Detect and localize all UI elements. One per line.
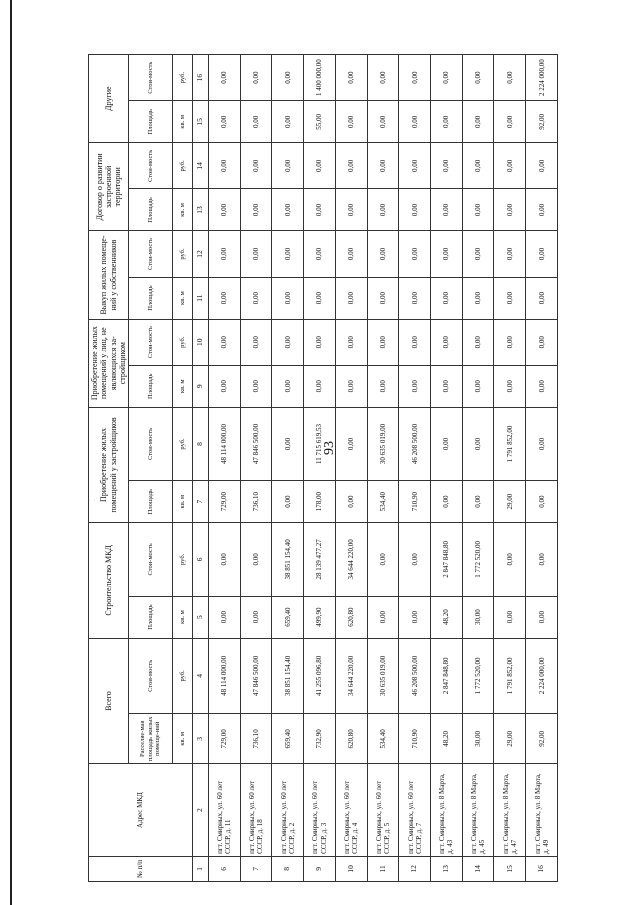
cell-cost: 0,00 <box>209 143 241 189</box>
cell-area: 48,20 <box>431 596 463 638</box>
row-number: 13 <box>431 856 463 881</box>
cell-area: 0,00 <box>304 277 336 319</box>
cell-cost: 0,00 <box>494 523 526 596</box>
cell-area: 0,00 <box>494 596 526 638</box>
column-number: 10 <box>193 319 209 365</box>
unit-cost: руб. <box>173 638 193 714</box>
cell-cost: 0,00 <box>526 143 558 189</box>
unit-cost: руб. <box>173 55 193 101</box>
table-row <box>526 55 558 882</box>
sub-cost: Стои-мость <box>129 407 173 480</box>
row-number: 14 <box>462 856 494 881</box>
cell-area: 30,00 <box>462 714 494 764</box>
sub-area: Площадь <box>129 189 173 231</box>
header-row-units <box>173 55 193 882</box>
row-number: 10 <box>335 856 367 881</box>
group-purchase-nondeveloper: Приобретение жилых помещений у лиц, не являющихся за-стройщиком <box>89 319 129 407</box>
cell-area: 0,00 <box>240 596 272 638</box>
cell-area: 0,00 <box>526 189 558 231</box>
cell-area: 0,00 <box>209 101 241 143</box>
table-row <box>431 55 463 882</box>
cell-area: 0,00 <box>272 481 304 523</box>
cell-cost: 0,00 <box>462 407 494 480</box>
column-number: 4 <box>193 638 209 714</box>
column-number: 3 <box>193 714 209 764</box>
cell-cost: 0,00 <box>209 55 241 101</box>
cell-area: 0,00 <box>462 277 494 319</box>
column-number: 5 <box>193 596 209 638</box>
cell-cost: 1 772 520,00 <box>462 638 494 714</box>
cell-cost: 0,00 <box>431 407 463 480</box>
unit-cost: руб. <box>173 407 193 480</box>
cell-cost: 0,00 <box>399 231 431 277</box>
cell-cost: 47 846 500,00 <box>240 638 272 714</box>
cell-area: 0,00 <box>209 596 241 638</box>
cell-cost: 48 114 000,00 <box>209 638 241 714</box>
rotated-sheet <box>88 54 558 882</box>
cell-area: 0,00 <box>240 189 272 231</box>
group-purchase-developer: Приобретение жилых помещений у застройщиков <box>89 407 129 522</box>
cell-area: 534,40 <box>367 481 399 523</box>
cell-area: 0,00 <box>462 101 494 143</box>
sub-cost: Стои-мость <box>129 143 173 189</box>
cell-cost: 2 847 848,80 <box>431 638 463 714</box>
cell-cost: 38 851 154,40 <box>272 638 304 714</box>
cell-area: 92,00 <box>526 101 558 143</box>
column-number: 1 <box>193 856 209 881</box>
header-address: Адрес МКД <box>89 764 193 856</box>
cell-area: 0,00 <box>209 365 241 407</box>
cell-cost: 0,00 <box>462 319 494 365</box>
cell-cost: 0,00 <box>209 231 241 277</box>
cell-area: 29,00 <box>494 481 526 523</box>
cell-area: 0,00 <box>240 365 272 407</box>
cell-area: 736,10 <box>240 714 272 764</box>
column-number: 13 <box>193 189 209 231</box>
cell-area: 30,00 <box>462 596 494 638</box>
unit-cost: руб. <box>173 231 193 277</box>
cell-area: 0,00 <box>367 189 399 231</box>
cell-area: 0,00 <box>462 189 494 231</box>
unit-area: кв. м <box>173 277 193 319</box>
cell-area: 0,00 <box>367 101 399 143</box>
cell-area: 0,00 <box>304 365 336 407</box>
cell-cost: 0,00 <box>272 407 304 480</box>
cell-cost: 0,00 <box>431 143 463 189</box>
cell-cost: 2 224 000,00 <box>526 55 558 101</box>
cell-area: 0,00 <box>272 101 304 143</box>
cell-area: 534,40 <box>367 714 399 764</box>
cell-area: 0,00 <box>304 189 336 231</box>
cell-area: 0,00 <box>399 277 431 319</box>
cell-cost: 0,00 <box>431 319 463 365</box>
cell-area: 659,40 <box>272 714 304 764</box>
cell-area: 0,00 <box>526 277 558 319</box>
cell-area: 620,80 <box>335 714 367 764</box>
cell-area: 29,00 <box>494 714 526 764</box>
group-total: Всего <box>89 638 129 764</box>
cell-cost: 47 846 500,00 <box>240 407 272 480</box>
group-buyout: Выкуп жилых помеще-ний у собственников <box>89 231 129 319</box>
cell-area: 0,00 <box>367 596 399 638</box>
header-no: № п/п <box>89 856 193 881</box>
unit-area: кв. м <box>173 596 193 638</box>
row-number: 11 <box>367 856 399 881</box>
unit-cost: руб. <box>173 319 193 365</box>
cell-area: 0,00 <box>494 277 526 319</box>
unit-cost: руб. <box>173 143 193 189</box>
cell-cost: 0,00 <box>272 55 304 101</box>
cell-cost: 0,00 <box>335 231 367 277</box>
cell-cost: 0,00 <box>272 231 304 277</box>
table-row <box>335 55 367 882</box>
cell-area: 659,40 <box>272 596 304 638</box>
cell-cost: 28 139 477,27 <box>304 523 336 596</box>
cell-cost: 0,00 <box>462 55 494 101</box>
cell-cost: 0,00 <box>240 523 272 596</box>
cell-area: 0,00 <box>335 277 367 319</box>
resettlement-table <box>88 54 558 882</box>
cell-cost: 30 635 019,00 <box>367 407 399 480</box>
cell-area: 729,00 <box>209 714 241 764</box>
cell-area: 0,00 <box>526 596 558 638</box>
cell-area: 0,00 <box>462 365 494 407</box>
table-row <box>399 55 431 882</box>
cell-area: 0,00 <box>494 101 526 143</box>
cell-area: 710,90 <box>399 481 431 523</box>
cell-area: 0,00 <box>272 189 304 231</box>
cell-cost: 0,00 <box>272 143 304 189</box>
cell-area: 710,90 <box>399 714 431 764</box>
scan-noise: · · · <box>88 498 102 504</box>
cell-cost: 0,00 <box>304 319 336 365</box>
sub-area: Площадь <box>129 277 173 319</box>
sub-area: Площадь <box>129 596 173 638</box>
cell-cost: 0,00 <box>526 407 558 480</box>
cell-cost: 0,00 <box>526 319 558 365</box>
cell-cost: 0,00 <box>462 143 494 189</box>
cell-cost: 30 635 019,00 <box>367 638 399 714</box>
row-address: пгт. Смирных, ул. 8 Марта, д. 47 <box>494 764 526 856</box>
cell-area: 0,00 <box>431 365 463 407</box>
sub-area: Площадь <box>129 481 173 523</box>
sub-cost: Стои-мость <box>129 319 173 365</box>
cell-area: 0,00 <box>494 365 526 407</box>
cell-cost: 34 644 220,00 <box>335 523 367 596</box>
cell-area: 0,00 <box>431 189 463 231</box>
cell-cost: 0,00 <box>494 143 526 189</box>
cell-area: 0,00 <box>431 101 463 143</box>
cell-area: 0,00 <box>335 481 367 523</box>
row-number: 16 <box>526 856 558 881</box>
table-row <box>272 55 304 882</box>
column-number: 16 <box>193 55 209 101</box>
cell-cost: 48 114 000,00 <box>209 407 241 480</box>
row-address: пгт. Смирных, ул. 8 Марта, д. 43 <box>431 764 463 856</box>
cell-cost: 0,00 <box>367 143 399 189</box>
row-number: 9 <box>304 856 336 881</box>
cell-area: 732,90 <box>304 714 336 764</box>
unit-cost: руб. <box>173 523 193 596</box>
cell-area: 0,00 <box>335 365 367 407</box>
row-number: 8 <box>272 856 304 881</box>
cell-cost: 0,00 <box>335 319 367 365</box>
cell-area: 0,00 <box>240 101 272 143</box>
cell-area: 0,00 <box>209 277 241 319</box>
cell-area: 0,00 <box>431 481 463 523</box>
row-number: 6 <box>209 856 241 881</box>
cell-cost: 0,00 <box>209 523 241 596</box>
page-number: 93 <box>322 441 337 455</box>
cell-cost: 0,00 <box>240 143 272 189</box>
cell-cost: 0,00 <box>335 407 367 480</box>
unit-area: кв. м <box>173 481 193 523</box>
cell-cost: 1 772 520,00 <box>462 523 494 596</box>
cell-cost: 0,00 <box>367 319 399 365</box>
cell-area: 0,00 <box>209 189 241 231</box>
unit-area: кв. м <box>173 365 193 407</box>
table-row <box>240 55 272 882</box>
cell-cost: 0,00 <box>526 231 558 277</box>
column-number-row <box>193 55 209 882</box>
cell-cost: 11 715 619,53 <box>304 407 336 480</box>
cell-cost: 0,00 <box>272 319 304 365</box>
table-row <box>462 55 494 882</box>
cell-cost: 0,00 <box>494 231 526 277</box>
row-address: пгт. Смирных, ул. 8 Марта, д. 49 <box>526 764 558 856</box>
cell-cost: 34 644 220,00 <box>335 638 367 714</box>
group-territory-agreement: Договор о развитии застроенной территории <box>89 143 129 231</box>
row-number: 7 <box>240 856 272 881</box>
cell-cost: 41 255 096,80 <box>304 638 336 714</box>
scan-edge-line <box>10 0 12 905</box>
cell-area: 0,00 <box>526 481 558 523</box>
cell-cost: 0,00 <box>335 143 367 189</box>
cell-cost: 2 224 000,00 <box>526 638 558 714</box>
cell-area: 0,00 <box>494 189 526 231</box>
cell-area: 0,00 <box>399 365 431 407</box>
cell-area: 0,00 <box>431 277 463 319</box>
cell-cost: 0,00 <box>304 143 336 189</box>
column-number: 6 <box>193 523 209 596</box>
row-address: пгт. Смирных, ул. 60 лет СССР, д. 4 <box>335 764 367 856</box>
cell-area: 736,10 <box>240 481 272 523</box>
cell-cost: 0,00 <box>367 523 399 596</box>
cell-cost: 0,00 <box>335 55 367 101</box>
cell-area: 620,80 <box>335 596 367 638</box>
cell-cost: 0,00 <box>209 319 241 365</box>
row-address: пгт. Смирных, ул. 60 лет СССР, д. 18 <box>240 764 272 856</box>
sub-cost: Стои-мость <box>129 231 173 277</box>
cell-area: 55,00 <box>304 101 336 143</box>
header-row-subs <box>129 55 173 882</box>
column-number: 8 <box>193 407 209 480</box>
sub-cost: Стои-мость <box>129 638 173 714</box>
header-row-groups <box>89 55 129 882</box>
cell-cost: 0,00 <box>399 523 431 596</box>
cell-cost: 38 851 154,40 <box>272 523 304 596</box>
cell-cost: 0,00 <box>240 55 272 101</box>
row-address: пгт. Смирных, ул. 60 лет СССР, д. 11 <box>209 764 241 856</box>
sub-cost: Стои-мость <box>129 523 173 596</box>
column-number: 11 <box>193 277 209 319</box>
cell-cost: 0,00 <box>399 143 431 189</box>
column-number: 14 <box>193 143 209 189</box>
row-address: пгт. Смирных, ул. 60 лет СССР, д. 5 <box>367 764 399 856</box>
cell-cost: 0,00 <box>462 231 494 277</box>
row-address: пгт. Смирных, ул. 60 лет СССР, д. 2 <box>272 764 304 856</box>
column-number: 15 <box>193 101 209 143</box>
column-number: 2 <box>193 764 209 856</box>
cell-cost: 0,00 <box>399 55 431 101</box>
unit-area: кв. м <box>173 101 193 143</box>
unit-area: кв. м <box>173 189 193 231</box>
cell-area: 0,00 <box>272 365 304 407</box>
sub-area: Площадь <box>129 365 173 407</box>
cell-area: 0,00 <box>399 596 431 638</box>
row-address: пгт. Смирных, ул. 8 Марта, д. 45 <box>462 764 494 856</box>
row-address: пгт. Смирных, ул. 60 лет СССР, д. 7 <box>399 764 431 856</box>
cell-cost: 46 208 500,00 <box>399 407 431 480</box>
cell-cost: 0,00 <box>304 231 336 277</box>
cell-area: 729,00 <box>209 481 241 523</box>
sub-area: Площадь <box>129 101 173 143</box>
sub-area-total: Расселяе-мая площадь жилых помеще-ний <box>129 714 173 764</box>
cell-cost: 0,00 <box>367 231 399 277</box>
cell-cost: 0,00 <box>399 319 431 365</box>
cell-area: 48,20 <box>431 714 463 764</box>
cell-cost: 1 791 852,00 <box>494 638 526 714</box>
cell-area: 0,00 <box>526 365 558 407</box>
cell-cost: 0,00 <box>526 523 558 596</box>
cell-cost: 46 208 500,00 <box>399 638 431 714</box>
cell-area: 0,00 <box>240 277 272 319</box>
cell-cost: 0,00 <box>240 231 272 277</box>
cell-area: 92,00 <box>526 714 558 764</box>
cell-area: 0,00 <box>272 277 304 319</box>
table-row <box>209 55 241 882</box>
sub-cost: Стои-мость <box>129 55 173 101</box>
table-row <box>367 55 399 882</box>
cell-cost: 1 400 000,00 <box>304 55 336 101</box>
cell-cost: 1 791 852,00 <box>494 407 526 480</box>
cell-area: 0,00 <box>335 101 367 143</box>
cell-area: 0,00 <box>399 189 431 231</box>
row-number: 15 <box>494 856 526 881</box>
cell-cost: 0,00 <box>431 55 463 101</box>
cell-cost: 0,00 <box>367 55 399 101</box>
cell-cost: 0,00 <box>240 319 272 365</box>
cell-area: 0,00 <box>367 277 399 319</box>
cell-cost: 2 847 848,80 <box>431 523 463 596</box>
cell-area: 0,00 <box>462 481 494 523</box>
cell-area: 178,00 <box>304 481 336 523</box>
cell-cost: 0,00 <box>494 319 526 365</box>
cell-cost: 0,00 <box>431 231 463 277</box>
cell-area: 0,00 <box>335 189 367 231</box>
cell-area: 499,90 <box>304 596 336 638</box>
cell-area: 0,00 <box>367 365 399 407</box>
column-number: 7 <box>193 481 209 523</box>
table-row <box>304 55 336 882</box>
unit-area: кв. м <box>173 714 193 764</box>
cell-area: 0,00 <box>399 101 431 143</box>
row-address: пгт. Смирных, ул. 60 лет СССР, д. 3 <box>304 764 336 856</box>
table-row <box>494 55 526 882</box>
group-other: Другие <box>89 55 129 143</box>
row-number: 12 <box>399 856 431 881</box>
column-number: 12 <box>193 231 209 277</box>
column-number: 9 <box>193 365 209 407</box>
cell-cost: 0,00 <box>494 55 526 101</box>
group-construction: Строительство МКД <box>89 523 129 638</box>
